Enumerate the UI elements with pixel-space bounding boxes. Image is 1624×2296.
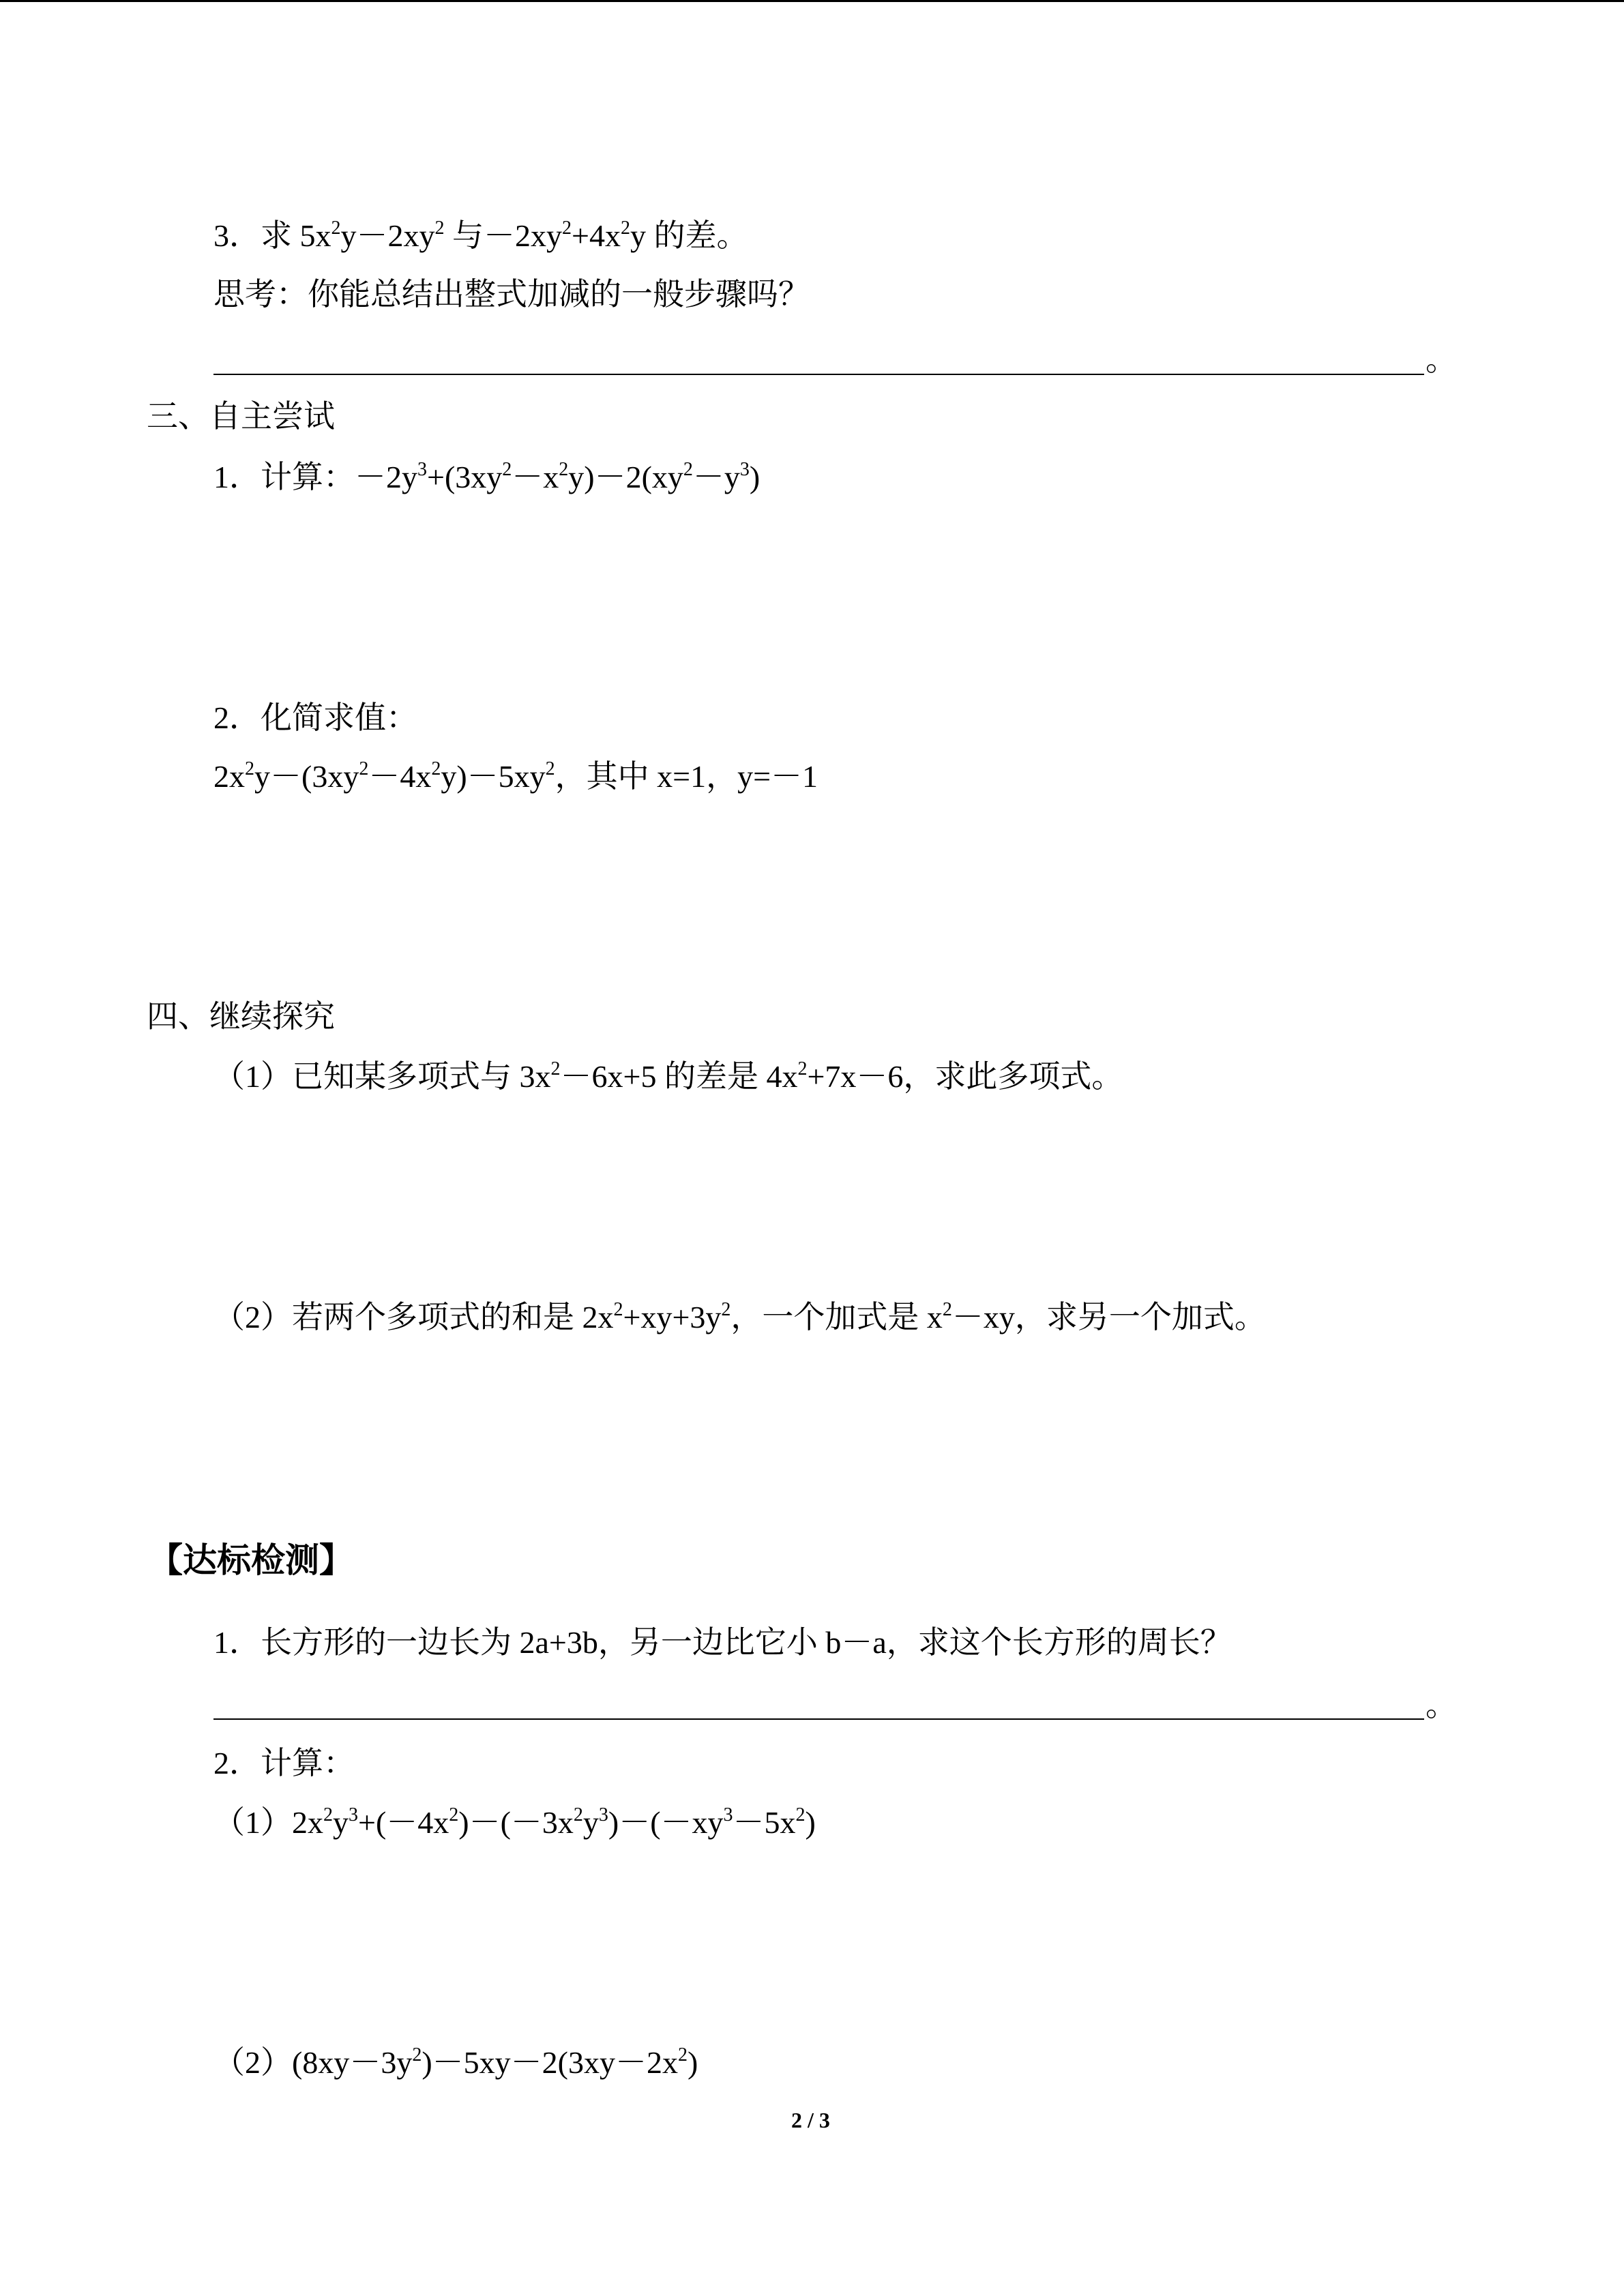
section-heading-assessment: 【达标检测】	[149, 1540, 353, 1580]
self-try-question-2-label: 2．化简求值：	[213, 700, 417, 735]
self-try-question-2-expression: $2x^2y-(3xy^2-4x^2y)-5xy^2$，其中 x=1，y=－1	[213, 758, 818, 794]
think-prompt: 思考：你能总结出整式加减的一般步骤吗？	[213, 277, 810, 312]
assessment-question-2-label: 2．计算：	[213, 1746, 355, 1780]
explore-question-1: （1）已知某多项式与 $3x^2-6x+5$ 的差是 $4x^2+7x-6$，求此多项式。	[213, 1058, 1123, 1094]
assessment-question-2-part-2: $(2)(8xy-3y^2)-5xy-2(3xy-2x^2)$	[213, 2044, 698, 2080]
assessment-question-2-part-1: $(1)2x^2y^3+(-4x^2)-(-3x^2y^3)-(-xy^3-5x^2)$	[213, 1804, 816, 1840]
self-try-question-1: 1．计算：$-2y^3+(3xy^2-x^2y)-2(xy^2-y^3)$	[213, 459, 761, 494]
top-border	[0, 0, 1624, 2]
question-3-diff: 3．求 $5x^2y-2xy^2$ 与$-2xy^2+4x^2y$ 的差。	[213, 218, 748, 253]
section-heading-self-try: 三、自主尝试	[147, 399, 335, 434]
answer-blank-line-1	[213, 374, 1424, 375]
answer-blank-line-2	[213, 1718, 1424, 1720]
answer-blank-end-mark-1: 。	[1426, 342, 1457, 377]
section-heading-explore: 四、继续探究	[147, 999, 335, 1034]
explore-question-2: （2）若两个多项式的和是 $2x^2+xy+3y^2$，一个加式是 $x^2-xy$，求另一个加式。	[213, 1299, 1266, 1335]
page-number: 2 / 3	[791, 2108, 830, 2132]
answer-blank-end-mark-2: 。	[1426, 1688, 1457, 1723]
assessment-question-1: 1．长方形的一边长为 2a+3b，另一边比它小 b－a，求这个长方形的周长？	[213, 1625, 1232, 1660]
